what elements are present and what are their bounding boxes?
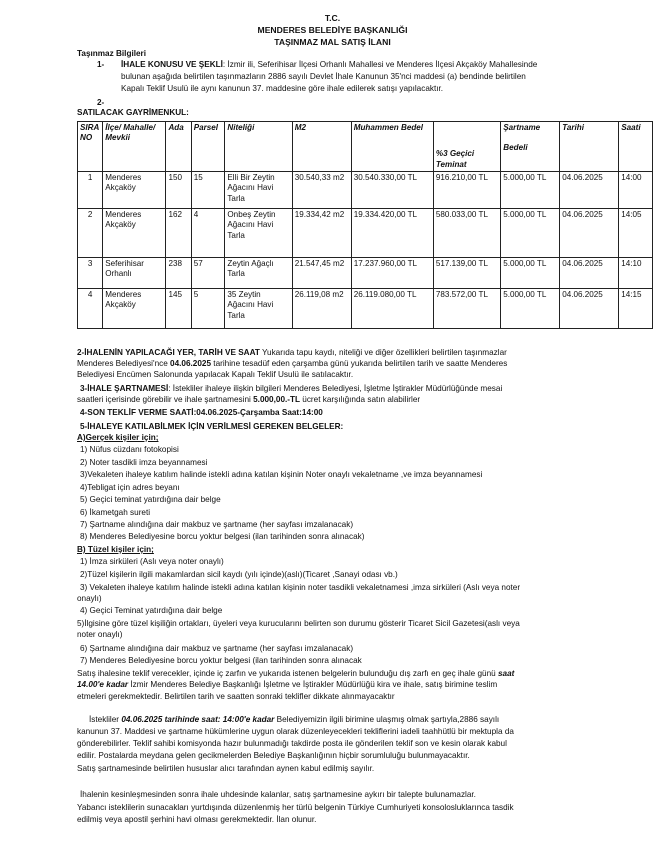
col-niteligi: Niteliği [225,122,292,172]
table-row [78,209,653,258]
p2-l1b: tarihinde saat: 14:00'e kadar [162,715,275,724]
s2-t2a: Menderes Belediyesi'nce [77,359,171,368]
list-item: 1) Nüfus cüzdanı fotokopisi [80,445,179,454]
cell-m2: 30.540,33 m2 [292,172,351,209]
cell-parsel: 57 [191,258,225,289]
cell-bedel: 19.334.420,00 TL [351,209,433,258]
cell-parsel: 4 [191,209,225,258]
cell-no: 4 [78,289,103,329]
cell-ilce: Menderes Akçaköy [103,209,166,258]
s3-t2b: ücret karşılığında satın alabilirler [300,395,421,404]
section-title: Taşınmaz Bilgileri [77,49,147,58]
cell-saat: 14:05 [619,209,653,258]
s3-line1 [80,384,502,395]
s2-t1: Yukarıda tapu kaydı, niteliği ve diğer özellikleri belirtilen taşınmazlar [259,348,507,357]
p3: İhalenin kesinleşmesinden sonra ihale uhdesinde kalanlar, satış şartnamesine aykırı bir talepte bulunamazlar. [80,790,476,799]
cell-tarih: 04.06.2025 [560,258,619,289]
col-sartname-a: Şartname [503,123,541,132]
col-parsel: Parsel [191,122,225,172]
header-municipality: MENDERES BELEDİYE BAŞKANLIĞI [257,25,408,35]
cell-m2: 21.547,45 m2 [292,258,351,289]
p4-line1: Yabancı isteklilerin sunacakları yurtdışında düzenlenmiş her türlü belgenin Türkiye Cumhuriyeti konsolosluklarınca tasdik [77,803,514,812]
cell-nitelik: 35 Zeytin Ağacını Havi Tarla [225,289,292,329]
list-item: 2)Tüzel kişilerin ilgili makamlardan sicil kaydı (yılı içinde)(aslı)(Ticaret ,Sanayi odası vb.) [80,570,398,579]
header-tc: T.C. [324,13,341,23]
table-row [78,289,653,329]
item2-number: 2- [97,98,105,107]
cell-sartname: 5.000,00 TL [501,172,560,209]
list-item: 7) Menderes Belediyesine borcu yoktur belgesi (ilan tarihinden sonra alınacak [80,656,362,665]
table-header-row [78,122,653,172]
s3-t1: : İstekliler ihaleye ilişkin bilgileri Menderes Belediyesi, İşletme İştirakler Müdürlüğünde mesai [168,384,503,393]
cell-sartname: 5.000,00 TL [501,289,560,329]
cell-teminat: 517.139,00 TL [433,258,500,289]
cell-bedel: 17.237.960,00 TL [351,258,433,289]
col-ilce: İlçe/ Mahalle/ Mevkii [103,122,166,172]
s3-label: 3-İHALE ŞARTNAMESİ [80,384,169,393]
col-sartname [501,122,560,172]
list-item: 6) Şartname alındığına dair makbuz ve şartname (her sayfası imzalanacak) [80,644,354,653]
list-item: 5) Geçici teminat yatırdığına dair belge [80,495,221,504]
list-item: noter onaylı) [77,630,123,639]
p2-date: 04.06.2025 [121,715,163,724]
p2-line1 [89,715,499,726]
cell-bedel: 26.119.080,00 TL [351,289,433,329]
p2-line3: gönderebilirler. Teklif sahibi komisyonda hazır bulunmadığı takdirde posta ile gönderilen teklif son ve kesin olarak kabul [77,739,507,748]
b-title: B) Tüzel kişiler için; [77,545,154,554]
p2-line5: Satış şartnamesinde belirtilen hususlar alıcı tarafından aynen kabul edilmiş sayılır. [77,764,375,773]
cell-teminat: 916.210,00 TL [433,172,500,209]
s2-t2b: tarihine tesadüf eden çarşamba günü yukarıda belirtilen tarih ve saatte Menderes [211,359,508,368]
cell-ilce: Seferihisar Orhanlı [103,258,166,289]
item1-text-a: : İzmir ili, Seferihisar İlçesi Orhanlı Mahallesi ve Menderes İlçesi Akçaköy Mahallesinde [222,60,538,69]
cell-ada: 162 [166,209,191,258]
list-item: 2) Noter tasdikli imza beyannamesi [80,458,208,467]
list-item: 4)Tebligat için adres beyanı [80,483,180,492]
item1-line3: Kapalı Teklif Usulü ile aynı kanunun 37. maddesine göre ihale edilerek satışı yapılacaktır. [121,84,444,93]
cell-nitelik: Zeytin Ağaçlı Tarla [225,258,292,289]
s2-line1 [77,348,507,359]
col-sira: SIRA NO [78,122,103,172]
p1-line2 [77,680,497,691]
p1-line3: etmeleri gerekmektedir. Belirtilen tarih ve saatten sonraki teklifler dikkate alınmayacaktır [77,692,395,701]
cell-parsel: 5 [191,289,225,329]
p1-saat: saat [498,669,515,678]
p1-l1a: Satış ihalesine teklif verecekler, içinde iç zarfın ve yukarıda istenen belgelerin bulunduğu dış zarfı en geç ihale günü [77,669,498,678]
list-item: 7) Şartname alındığına dair makbuz ve şartname (her sayfası imzalanacak) [80,520,354,529]
cell-nitelik: Elli Bir Zeytin Ağacını Havi Tarla [225,172,292,209]
col-saat: Saati [619,122,653,172]
cell-no: 1 [78,172,103,209]
s2-label: 2-İHALENİN YAPILACAĞI YER, TARİH VE SAAT [77,348,260,357]
cell-ilce: Menderes Akçaköy [103,289,166,329]
cell-m2: 26.119,08 m2 [292,289,351,329]
col-sartname-b: Bedeli [503,143,528,153]
s2-date: 04.06.2025 [170,359,212,368]
s3-t2a: saatleri içerisinde görebilir ve ihale şartnamesini [77,395,254,404]
list-item: 5)İlgisine göre tüzel kişiliğin ortakları, üyeleri veya kurucularını belirten son durumu gösterir Ticaret Sicil Gazetesi(aslı veya [77,619,520,628]
cell-tarih: 04.06.2025 [560,209,619,258]
s3-amount: 5.000,00.-TL [253,395,300,404]
p4-line2: edilmiş veya apostil şerhini havi olması gerekmektedir. İlan olunur. [77,815,317,824]
s2-line2 [77,359,507,370]
table-row [78,258,653,289]
s4-deadline: 4-SON TEKLİF VERME SAATİ:04.06.2025-Çarşamba Saat:14:00 [80,408,323,417]
list-item: onaylı) [77,594,102,603]
item1-number [97,60,104,71]
list-item: 6) İkametgah sureti [80,508,151,517]
cell-teminat: 783.572,00 TL [433,289,500,329]
table-row [78,172,653,209]
cell-ada: 150 [166,172,191,209]
list-item: 8) Menderes Belediyesine borcu yoktur belgesi (ilan tarihinden sonra alınacak) [80,532,365,541]
list-item: 4) Geçici Teminat yatırdığına dair belge [80,606,223,615]
s2-line3: Belediyesi Encümen Salonunda yapılacak Kapalı Teklif Usulü ile satılacaktır. [77,370,354,379]
s3-line2 [77,395,420,406]
cell-tarih: 04.06.2025 [560,289,619,329]
p2-l1a: İstekliler [89,715,122,724]
cell-saat: 14:15 [619,289,653,329]
col-ada: Ada [166,122,191,172]
cell-parsel: 15 [191,172,225,209]
cell-nitelik: Onbeş Zeytin Ağacını Havi Tarla [225,209,292,258]
col-bedel: Muhammen Bedel [351,122,433,172]
cell-no: 2 [78,209,103,258]
item1-line1 [121,60,641,71]
cell-saat: 14:10 [619,258,653,289]
item1-line2: bulunan aşağıda belirtilen taşınmazların 2886 sayılı Devlet İhale Kanunun 35'nci maddesi (a) bendinde belirtilen [121,72,526,81]
cell-saat: 14:00 [619,172,653,209]
cell-ada: 238 [166,258,191,289]
cell-m2: 19.334,42 m2 [292,209,351,258]
header-title: TAŞINMAZ MAL SATIŞ İLANI [274,37,391,47]
p2-l1c: Belediyemizin ilgili birimine ulaşmış olmak şartıyla,2886 sayılı [274,715,500,724]
p1-time: 14.00'e kadar [77,680,129,689]
p1-l2b: İzmir Menderes Belediye Başkanlığı İşletme ve İştirakler Müdürlüğü kira ve ihale, satış birimine teslim [128,680,498,689]
cell-ada: 145 [166,289,191,329]
table-title: SATILACAK GAYRİMENKUL: [77,108,189,117]
cell-teminat: 580.033,00 TL [433,209,500,258]
cell-bedel: 30.540.330,00 TL [351,172,433,209]
property-table [77,121,653,329]
p2-line2: kanunun 37. Maddesi ve şartname hükümlerine uygun olarak düzenleyecekleri tekliflerini iadeli taahhütlü bir mektupla da [77,727,514,736]
s5-title: 5-İHALEYE KATILABİLMEK İÇİN VERİLMESİ GEREKEN BELGELER: [80,422,344,431]
cell-ilce: Menderes Akçaköy [103,172,166,209]
col-teminat: %3 Geçici Teminat [433,122,500,172]
list-item: 1) İmza sirküleri (Aslı veya noter onaylı) [80,557,224,566]
cell-sartname: 5.000,00 TL [501,209,560,258]
list-item: 3) Vekaleten ihaleye katılım halinde istekli adına katılan kişinin noter tasdikli vekaletnamesi ,imza sirküleri (Aslı veya noter [80,583,521,592]
col-tarih: Tarihi [560,122,619,172]
col-m2: M2 [292,122,351,172]
p2-line4: edilir. Postalarda meydana gelen gecikmelerden Belediye Başkanlığının hiçbir sorumluluğu bulunmayacaktır. [77,751,470,760]
list-item: 3)Vekaleten ihaleye katılım halinde istekli adına katılan kişinin Noter onaylı vekaletname ,ve imza beyannamesi [80,470,483,479]
a-title: A)Gerçek kişiler için; [77,433,159,442]
item1-num: 1- [97,60,105,69]
item1-label: İHALE KONUSU VE ŞEKLİ [121,60,223,69]
p1-line1 [77,669,514,680]
cell-sartname: 5.000,00 TL [501,258,560,289]
cell-tarih: 04.06.2025 [560,172,619,209]
cell-no: 3 [78,258,103,289]
